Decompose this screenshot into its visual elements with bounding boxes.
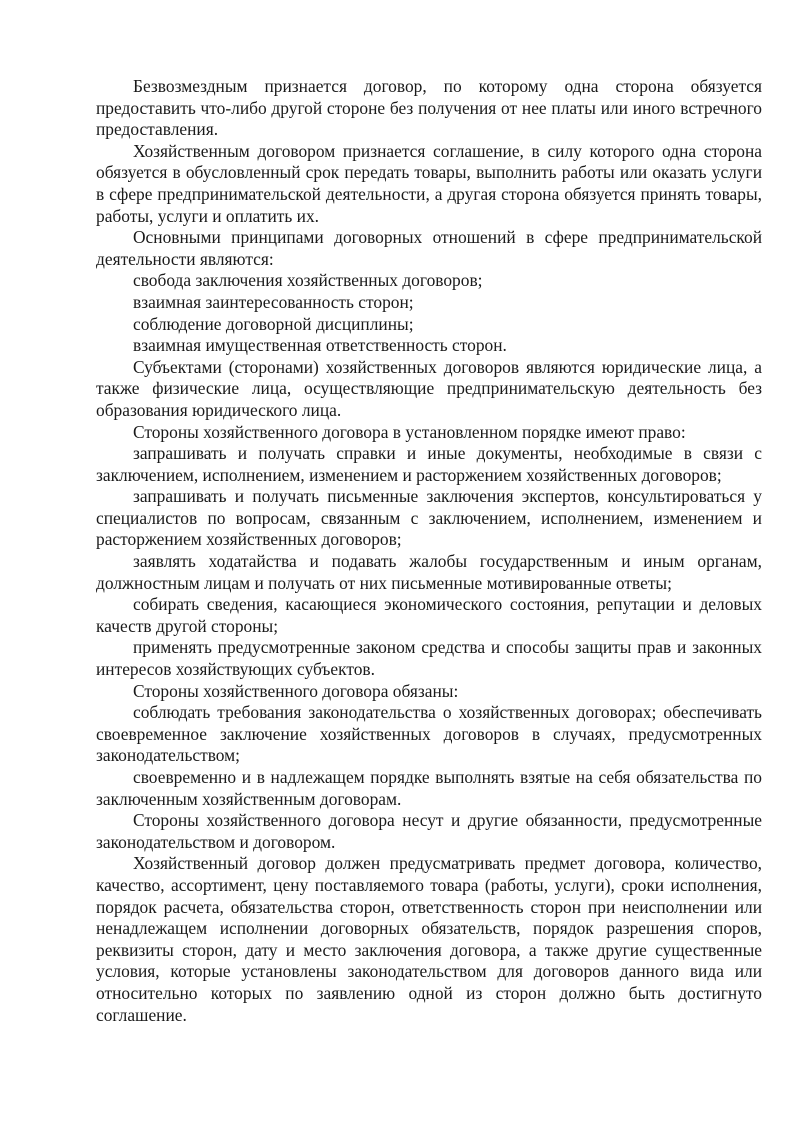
principle-item: взаимная заинтересованность сторон; bbox=[133, 291, 414, 312]
obligations-item: соблюдать требования законодательства о хозяйственных договорах; обеспечивать своевременное заключение хозяйственных договоров в случаях, предусмотренных законодательством; bbox=[96, 702, 762, 766]
principle-item: взаимная имущественная ответственность сторон. bbox=[133, 335, 507, 356]
principle-item: свобода заключения хозяйственных договоров; bbox=[133, 270, 483, 291]
paragraph-gratuitous-contract: Безвозмездным признается договор, по которому одна сторона обязуется предоставить что-либо другой стороне без получения от нее платы или иного встречного предоставления. bbox=[96, 76, 762, 140]
paragraph-obligations-intro: Стороны хозяйственного договора обязаны: bbox=[133, 680, 459, 701]
obligations-item: своевременно и в надлежащем порядке выполнять взятые на себя обязательства по заключенным хозяйственным договорам. bbox=[96, 767, 762, 809]
document-body bbox=[96, 76, 762, 1026]
principle-item: соблюдение договорной дисциплины; bbox=[133, 313, 414, 334]
paragraph-contract-terms: Хозяйственный договор должен предусматривать предмет договора, количество, качество, ассортимент, цену поставляемого товара (работы, услуги), сроки исполнения, порядок расчета, обязательства сторон, ответственность сторон при неисполнении или ненадлежащем исполнении договорных обязательств, порядок разрешения споров, реквизиты сторон, дату и место заключения договора, а также другие существенные условия, которые установлены законодательством для договоров данного вида или относительно которых по заявлению одной из сторон должно быть достигнуто соглашение. bbox=[96, 853, 762, 1025]
rights-item: запрашивать и получать письменные заключения экспертов, консультироваться у специалистов по вопросам, связанным с заключением, исполнением, изменением и расторжением хозяйственных договоров; bbox=[96, 486, 762, 550]
rights-item: собирать сведения, касающиеся экономического состояния, репутации и деловых качеств другой стороны; bbox=[96, 594, 762, 636]
rights-item: применять предусмотренные законом средства и способы защиты прав и законных интересов хозяйствующих субъектов. bbox=[96, 637, 762, 680]
paragraph-business-contract-definition: Хозяйственным договором признается соглашение, в силу которого одна сторона обязуется в обусловленный срок передать товары, выполнить работы или оказать услуги в сфере предпринимательской деятельности, а другая сторона обязуется принять товары, работы, услуги и оплатить их. bbox=[96, 140, 762, 226]
rights-item: заявлять ходатайства и подавать жалобы государственным и иным органам, должностным лицам и получать от них письменные мотивированные ответы; bbox=[96, 551, 762, 593]
paragraph-subjects: Субъектами (сторонами) хозяйственных договоров являются юридические лица, а также физические лица, осуществляющие предпринимательскую деятельность без образования юридического лица. bbox=[96, 356, 762, 420]
rights-item: запрашивать и получать справки и иные документы, необходимые в связи с заключением, исполнением, изменением и расторжением хозяйственных договоров; bbox=[96, 443, 762, 485]
paragraph-principles-intro: Основными принципами договорных отношений в сфере предпринимательской деятельности являются: bbox=[96, 227, 762, 269]
paragraph-rights-intro: Стороны хозяйственного договора в установленном порядке имеют право: bbox=[133, 421, 686, 442]
paragraph-other-obligations: Стороны хозяйственного договора несут и другие обязанности, предусмотренные законодательством и договором. bbox=[96, 810, 762, 852]
